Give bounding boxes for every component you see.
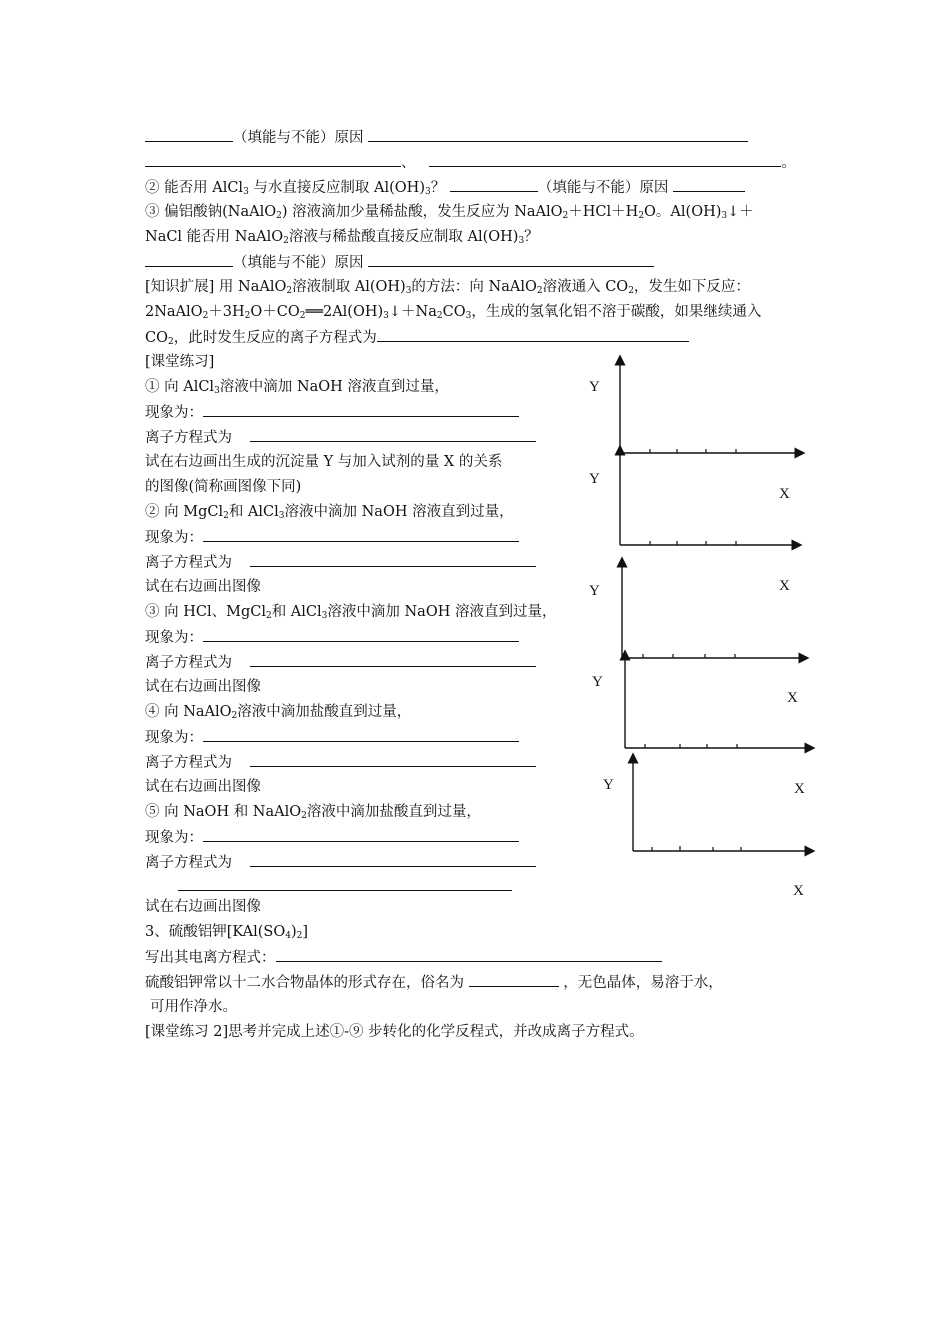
subscript: 2 bbox=[628, 286, 634, 296]
text: ③ 偏铝酸钠(NaAlO bbox=[145, 204, 277, 220]
text: ③ 向 HCl、MgCl bbox=[145, 604, 266, 620]
text: ) bbox=[290, 924, 297, 940]
subscript: 3 bbox=[518, 236, 525, 246]
text: ，无色晶体，易溶于水， bbox=[563, 975, 723, 991]
text: CO bbox=[145, 330, 168, 346]
text: ，此时发生反应的离子方程式为 bbox=[173, 330, 377, 346]
text: 和 AlCl bbox=[271, 604, 322, 620]
text: 硫酸铝钾常以十二水合物晶体的形式存在，俗名为 bbox=[145, 975, 464, 991]
text: 溶液中滴加 NaOH 溶液直到过量， bbox=[327, 604, 557, 620]
text: 离子方程式为 bbox=[145, 430, 232, 446]
subscript: 3 bbox=[721, 211, 728, 221]
text: ] bbox=[302, 924, 309, 940]
text: ＋3H bbox=[208, 304, 245, 320]
text: 离子方程式为 bbox=[145, 855, 232, 871]
subscript: 2 bbox=[244, 311, 251, 321]
text: ① 向 AlCl bbox=[145, 379, 215, 395]
draw-instruction-2: 试在右边画出图像 bbox=[145, 579, 261, 595]
text: O＋CO bbox=[250, 304, 300, 320]
subscript: 3 bbox=[278, 511, 285, 521]
text: （填能与不能）原因 bbox=[233, 130, 364, 146]
subscript: 2 bbox=[299, 311, 306, 321]
x-label: X bbox=[779, 486, 790, 502]
subscript: 2 bbox=[286, 286, 293, 296]
text: 离子方程式为 bbox=[145, 755, 232, 771]
subscript: 2 bbox=[638, 211, 645, 221]
draw-instruction-4: 试在右边画出图像 bbox=[145, 779, 261, 795]
subscript: 2 bbox=[276, 211, 282, 221]
text: ⑤ 向 NaOH 和 NaAlO bbox=[145, 804, 302, 820]
text: 现象为： bbox=[145, 830, 203, 846]
text: ④ 向 NaAlO bbox=[145, 704, 232, 720]
x-label: X bbox=[779, 578, 790, 594]
text: 现象为： bbox=[145, 730, 203, 746]
text: O。Al(OH) bbox=[644, 204, 722, 220]
x-label: X bbox=[787, 690, 798, 706]
text: ，发生如下反应： bbox=[633, 279, 750, 295]
subscript: 4 bbox=[285, 931, 291, 941]
y-label: Y bbox=[592, 674, 603, 690]
text: 和 AlCl bbox=[228, 504, 279, 520]
text: （填能与不能）原因 bbox=[233, 255, 364, 271]
practice-2-heading: [课堂练习 2]思考并完成上述①-⑨ 步转化的化学反程式，并改成离子方程式。 bbox=[145, 1024, 644, 1040]
text: CO bbox=[442, 304, 466, 320]
text: [知识扩展] 用 NaAlO bbox=[145, 279, 287, 295]
text: ↓＋ bbox=[727, 204, 754, 220]
text: 现象为： bbox=[145, 405, 203, 421]
text: 溶液与稀盐酸直接反应制取 Al(OH) bbox=[288, 229, 519, 245]
subscript: 2 bbox=[265, 611, 272, 621]
x-label: X bbox=[794, 781, 805, 797]
text: 溶液中滴加 NaOH 溶液直到过量， bbox=[284, 504, 514, 520]
text: 的方法：向 NaAlO bbox=[411, 279, 537, 295]
text: 溶液通入 CO bbox=[542, 279, 629, 295]
text: 。 bbox=[781, 155, 796, 171]
subscript: 2 bbox=[562, 211, 569, 221]
subscript: 3 bbox=[465, 311, 472, 321]
text: ) 溶液滴加少量稀盐酸，发生反应为 NaAlO bbox=[281, 204, 563, 220]
text: 离子方程式为 bbox=[145, 655, 232, 671]
text: 、 bbox=[401, 155, 416, 171]
text: ② 能否用 AlCl bbox=[145, 180, 244, 196]
draw-instruction-5: 试在右边画出图像 bbox=[145, 899, 261, 915]
draw-instruction-1: 试在右边画出生成的沉淀量 Y 与加入试剂的量 X 的关系 bbox=[145, 454, 503, 470]
text: 溶液中滴加盐酸直到过量， bbox=[237, 704, 412, 720]
text: ，生成的氢氧化铝不溶于碳酸，如果继续通入 bbox=[471, 304, 762, 320]
subscript: 2 bbox=[283, 236, 289, 246]
subscript: 2 bbox=[296, 931, 303, 941]
text: NaCl 能否用 NaAlO bbox=[145, 229, 284, 245]
subscript: 3 bbox=[424, 187, 431, 197]
draw-instruction-1b: 的图像(简称画图像下同) bbox=[145, 479, 302, 495]
text: ？ bbox=[524, 229, 539, 245]
subscript: 2 bbox=[167, 337, 174, 347]
text: （填能与不能）原因 bbox=[537, 180, 669, 196]
subscript: 3 bbox=[214, 386, 220, 396]
subscript: 3 bbox=[383, 311, 389, 321]
text: 现象为： bbox=[145, 630, 203, 646]
draw-instruction-3: 试在右边画出图像 bbox=[145, 679, 261, 695]
subscript: 3 bbox=[243, 187, 249, 197]
text: 溶液中滴加盐酸直到过量， bbox=[306, 804, 481, 820]
subscript: 2 bbox=[301, 811, 307, 821]
practice-heading: [课堂练习] bbox=[145, 354, 215, 370]
y-label: Y bbox=[603, 777, 614, 793]
text: ↓＋Na bbox=[388, 304, 437, 320]
text: 溶液中滴加 NaOH 溶液直到过量， bbox=[219, 379, 449, 395]
text: 溶液制取 Al(OH) bbox=[292, 279, 406, 295]
subscript: 2 bbox=[202, 311, 209, 321]
text: 写出其电离方程式： bbox=[145, 950, 276, 966]
subscript: 2 bbox=[231, 711, 238, 721]
text: ② 向 MgCl bbox=[145, 504, 224, 520]
subscript: 2 bbox=[223, 511, 229, 521]
subscript: 2 bbox=[436, 311, 443, 321]
y-label: Y bbox=[589, 471, 600, 487]
y-label: Y bbox=[589, 379, 600, 395]
text: ══2Al(OH) bbox=[305, 304, 384, 320]
text: ＋HCl＋H bbox=[568, 204, 639, 220]
subscript: 2 bbox=[536, 286, 543, 296]
text: 离子方程式为 bbox=[145, 555, 232, 571]
alum-line-2: 可用作净水。 bbox=[150, 999, 237, 1015]
text: 与水直接反应制取 Al(OH) bbox=[248, 180, 425, 196]
text: 3、硫酸铝钾[KAl(SO bbox=[145, 924, 286, 940]
text: 2NaAlO bbox=[145, 304, 203, 320]
subscript: 3 bbox=[321, 611, 328, 621]
x-label: X bbox=[793, 883, 804, 899]
text: ？ bbox=[430, 180, 446, 196]
text: 现象为： bbox=[145, 530, 203, 546]
y-label: Y bbox=[589, 583, 600, 599]
subscript: 3 bbox=[405, 286, 412, 296]
